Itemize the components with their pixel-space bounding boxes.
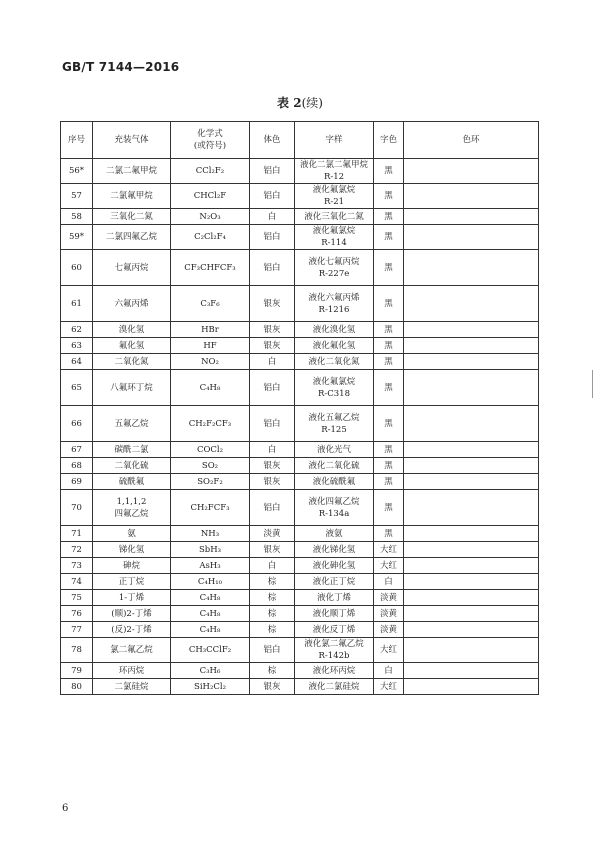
gas-cylinder-color-table [60, 121, 539, 695]
cell-text-color: 黑 [374, 474, 404, 490]
table-row [61, 406, 539, 442]
cell-text-color: 黑 [374, 250, 404, 286]
cell-gas: 二氯二氟甲烷 [93, 159, 171, 184]
cell-text: 液化氟氯烷 R-114 [295, 225, 374, 250]
cell-gas: 二氧化氮 [93, 354, 171, 370]
cell-text-color: 黑 [374, 354, 404, 370]
cell-no: 78 [61, 638, 93, 663]
cell-body-color: 铝白 [250, 406, 295, 442]
cell-formula: SiH₂Cl₂ [171, 679, 250, 695]
cell-no: 69 [61, 474, 93, 490]
table-row [61, 663, 539, 679]
cell-text: 液化氯二氟乙烷 R-142b [295, 638, 374, 663]
cell-gas: 正丁烷 [93, 574, 171, 590]
cell-gas: 三氧化二氮 [93, 209, 171, 225]
cell-no: 57 [61, 184, 93, 209]
cell-ring [404, 574, 539, 590]
cell-gas: 环丙烷 [93, 663, 171, 679]
cell-ring [404, 250, 539, 286]
cell-text-color: 淡黄 [374, 622, 404, 638]
cell-text-color: 白 [374, 574, 404, 590]
cell-text: 液化光气 [295, 442, 374, 458]
cell-body-color: 白 [250, 354, 295, 370]
cell-text: 液化硫酰氟 [295, 474, 374, 490]
cell-text: 液化环丙烷 [295, 663, 374, 679]
header-ring: 色环 [404, 122, 539, 159]
cell-formula: COCl₂ [171, 442, 250, 458]
table-row [61, 286, 539, 322]
table-row [61, 574, 539, 590]
cell-gas: (反)2-丁烯 [93, 622, 171, 638]
cell-gas: 氨 [93, 526, 171, 542]
cell-ring [404, 558, 539, 574]
cell-body-color: 铝白 [250, 184, 295, 209]
table-row [61, 526, 539, 542]
cell-no: 70 [61, 490, 93, 526]
cell-ring [404, 442, 539, 458]
cell-text-color: 黑 [374, 458, 404, 474]
table-title-label: 表 2 [277, 96, 302, 110]
cell-text-color: 淡黄 [374, 590, 404, 606]
cell-ring [404, 606, 539, 622]
cell-no: 77 [61, 622, 93, 638]
table-row [61, 370, 539, 406]
cell-body-color: 棕 [250, 622, 295, 638]
cell-no: 73 [61, 558, 93, 574]
cell-ring [404, 370, 539, 406]
cell-text: 液化六氟丙烯 R-1216 [295, 286, 374, 322]
table-row [61, 590, 539, 606]
table-row [61, 250, 539, 286]
cell-formula: SO₂ [171, 458, 250, 474]
cell-body-color: 淡黄 [250, 526, 295, 542]
cell-gas: 氯二氟乙烷 [93, 638, 171, 663]
cell-body-color: 铝白 [250, 370, 295, 406]
cell-ring [404, 225, 539, 250]
table-row [61, 622, 539, 638]
cell-formula: C₂Cl₂F₄ [171, 225, 250, 250]
cell-formula: CCl₂F₂ [171, 159, 250, 184]
cell-text: 液化二氧化硫 [295, 458, 374, 474]
header-body-color: 体色 [250, 122, 295, 159]
cell-body-color: 银灰 [250, 338, 295, 354]
cell-text-color: 大红 [374, 558, 404, 574]
cell-text-color: 黑 [374, 159, 404, 184]
cell-ring [404, 286, 539, 322]
cell-ring [404, 406, 539, 442]
cell-gas: 碳酰二氯 [93, 442, 171, 458]
cell-ring [404, 663, 539, 679]
cell-no: 60 [61, 250, 93, 286]
cell-text: 液化四氟乙烷 R-134a [295, 490, 374, 526]
cell-no: 72 [61, 542, 93, 558]
table-row [61, 338, 539, 354]
cell-text: 液化二氯硅烷 [295, 679, 374, 695]
cell-text: 液氨 [295, 526, 374, 542]
cell-ring [404, 622, 539, 638]
cell-no: 71 [61, 526, 93, 542]
header-gas: 充装气体 [93, 122, 171, 159]
cell-text-color: 黑 [374, 286, 404, 322]
header-formula: 化学式 (或符号) [171, 122, 250, 159]
cell-body-color: 银灰 [250, 286, 295, 322]
cell-no: 80 [61, 679, 93, 695]
cell-ring [404, 526, 539, 542]
cell-text-color: 黑 [374, 490, 404, 526]
cell-text-color: 黑 [374, 209, 404, 225]
cell-text: 液化砷化氢 [295, 558, 374, 574]
cell-body-color: 铝白 [250, 159, 295, 184]
cell-text-color: 大红 [374, 679, 404, 695]
cell-no: 62 [61, 322, 93, 338]
table-row [61, 184, 539, 209]
cell-text-color: 白 [374, 663, 404, 679]
cell-formula: SbH₃ [171, 542, 250, 558]
cell-text: 液化溴化氢 [295, 322, 374, 338]
cell-gas: 硫酰氟 [93, 474, 171, 490]
cell-body-color: 铝白 [250, 638, 295, 663]
cell-formula: SO₂F₂ [171, 474, 250, 490]
table-row [61, 638, 539, 663]
cell-formula: CH₂FCF₃ [171, 490, 250, 526]
cell-gas: 溴化氢 [93, 322, 171, 338]
cell-gas: 二氯氟甲烷 [93, 184, 171, 209]
cell-formula: C₄H₁₀ [171, 574, 250, 590]
cell-text: 液化五氟乙烷 R-125 [295, 406, 374, 442]
cell-formula: AsH₃ [171, 558, 250, 574]
cell-formula: HF [171, 338, 250, 354]
cell-gas: 二氯硅烷 [93, 679, 171, 695]
cell-text-color: 黑 [374, 184, 404, 209]
cell-text-color: 黑 [374, 370, 404, 406]
cell-no: 68 [61, 458, 93, 474]
cell-text: 液化反丁烯 [295, 622, 374, 638]
table-row [61, 159, 539, 184]
table-row [61, 542, 539, 558]
table-row [61, 558, 539, 574]
cell-text-color: 大红 [374, 542, 404, 558]
cell-gas: 七氟丙烷 [93, 250, 171, 286]
cell-no: 56* [61, 159, 93, 184]
cell-ring [404, 338, 539, 354]
cell-ring [404, 354, 539, 370]
cell-body-color: 银灰 [250, 474, 295, 490]
cell-text: 液化顺丁烯 [295, 606, 374, 622]
header-no: 序号 [61, 122, 93, 159]
table-row [61, 442, 539, 458]
cell-text-color: 淡黄 [374, 606, 404, 622]
table-row [61, 354, 539, 370]
cell-text: 液化二氧化氮 [295, 354, 374, 370]
cell-gas: 砷烷 [93, 558, 171, 574]
cell-body-color: 白 [250, 558, 295, 574]
cell-body-color: 银灰 [250, 542, 295, 558]
cell-text: 液化氟氯烷 R-21 [295, 184, 374, 209]
cell-body-color: 银灰 [250, 322, 295, 338]
cell-no: 75 [61, 590, 93, 606]
cell-ring [404, 590, 539, 606]
cell-body-color: 白 [250, 442, 295, 458]
table-row [61, 209, 539, 225]
cell-ring [404, 209, 539, 225]
cell-body-color: 银灰 [250, 679, 295, 695]
cell-no: 76 [61, 606, 93, 622]
cell-no: 64 [61, 354, 93, 370]
cell-formula: NH₃ [171, 526, 250, 542]
table-row [61, 458, 539, 474]
standard-code: GB/T 7144—2016 [62, 60, 180, 74]
table-title [0, 94, 600, 111]
cell-no: 63 [61, 338, 93, 354]
cell-no: 79 [61, 663, 93, 679]
cell-text-color: 大红 [374, 638, 404, 663]
cell-ring [404, 679, 539, 695]
cell-formula: CHCl₂F [171, 184, 250, 209]
page-number: 6 [62, 803, 69, 814]
cell-ring [404, 458, 539, 474]
table-row [61, 679, 539, 695]
cell-gas: 五氟乙烷 [93, 406, 171, 442]
cell-ring [404, 184, 539, 209]
cell-ring [404, 474, 539, 490]
cell-text-color: 黑 [374, 526, 404, 542]
cell-text: 液化二氯二氟甲烷 R-12 [295, 159, 374, 184]
cell-body-color: 棕 [250, 606, 295, 622]
cell-formula: C₄H₈ [171, 590, 250, 606]
table-row [61, 225, 539, 250]
cell-text: 液化三氧化二氮 [295, 209, 374, 225]
table-row [61, 474, 539, 490]
cell-text: 液化七氟丙烷 R-227e [295, 250, 374, 286]
cell-text: 液化氟化氢 [295, 338, 374, 354]
cell-ring [404, 159, 539, 184]
cell-text-color: 黑 [374, 338, 404, 354]
cell-no: 65 [61, 370, 93, 406]
header-text: 字样 [295, 122, 374, 159]
cell-text-color: 黑 [374, 225, 404, 250]
cell-formula: HBr [171, 322, 250, 338]
cell-text-color: 黑 [374, 406, 404, 442]
cell-ring [404, 542, 539, 558]
cell-no: 74 [61, 574, 93, 590]
cell-formula: C₄H₈ [171, 622, 250, 638]
cell-formula: C₃F₆ [171, 286, 250, 322]
table-title-suffix: (续) [301, 96, 323, 110]
cell-gas: 锑化氢 [93, 542, 171, 558]
cell-text-color: 黑 [374, 442, 404, 458]
cell-no: 61 [61, 286, 93, 322]
table-row [61, 322, 539, 338]
cell-no: 59* [61, 225, 93, 250]
cell-body-color: 棕 [250, 574, 295, 590]
cell-formula: CH₃CClF₂ [171, 638, 250, 663]
cell-body-color: 棕 [250, 663, 295, 679]
cell-gas: 1-丁烯 [93, 590, 171, 606]
cell-no: 67 [61, 442, 93, 458]
cell-body-color: 白 [250, 209, 295, 225]
cell-gas: 八氟环丁烷 [93, 370, 171, 406]
cell-no: 66 [61, 406, 93, 442]
cell-no: 58 [61, 209, 93, 225]
cell-text: 液化丁烯 [295, 590, 374, 606]
cell-ring [404, 638, 539, 663]
cell-gas: (顺)2-丁烯 [93, 606, 171, 622]
cell-gas: 六氟丙烯 [93, 286, 171, 322]
cell-gas: 1,1,1,2 四氟乙烷 [93, 490, 171, 526]
cell-text: 液化正丁烷 [295, 574, 374, 590]
cell-ring [404, 322, 539, 338]
cell-ring [404, 490, 539, 526]
cell-formula: C₄H₈ [171, 370, 250, 406]
scan-mark [592, 370, 593, 398]
table-row [61, 606, 539, 622]
header-text-color: 字色 [374, 122, 404, 159]
table-header-row [61, 122, 539, 159]
cell-text-color: 黑 [374, 322, 404, 338]
cell-body-color: 铝白 [250, 250, 295, 286]
cell-formula: NO₂ [171, 354, 250, 370]
cell-gas: 氟化氢 [93, 338, 171, 354]
cell-body-color: 棕 [250, 590, 295, 606]
cell-formula: CH₂F₂CF₃ [171, 406, 250, 442]
cell-formula: C₄H₈ [171, 606, 250, 622]
cell-body-color: 银灰 [250, 458, 295, 474]
table-row [61, 490, 539, 526]
cell-body-color: 铝白 [250, 490, 295, 526]
cell-formula: N₂O₃ [171, 209, 250, 225]
cell-text: 液化锑化氢 [295, 542, 374, 558]
cell-formula: C₃H₆ [171, 663, 250, 679]
cell-body-color: 铝白 [250, 225, 295, 250]
cell-gas: 二氧化硫 [93, 458, 171, 474]
cell-text: 液化氟氯烷 R-C318 [295, 370, 374, 406]
cell-gas: 二氯四氟乙烷 [93, 225, 171, 250]
cell-formula: CF₃CHFCF₃ [171, 250, 250, 286]
